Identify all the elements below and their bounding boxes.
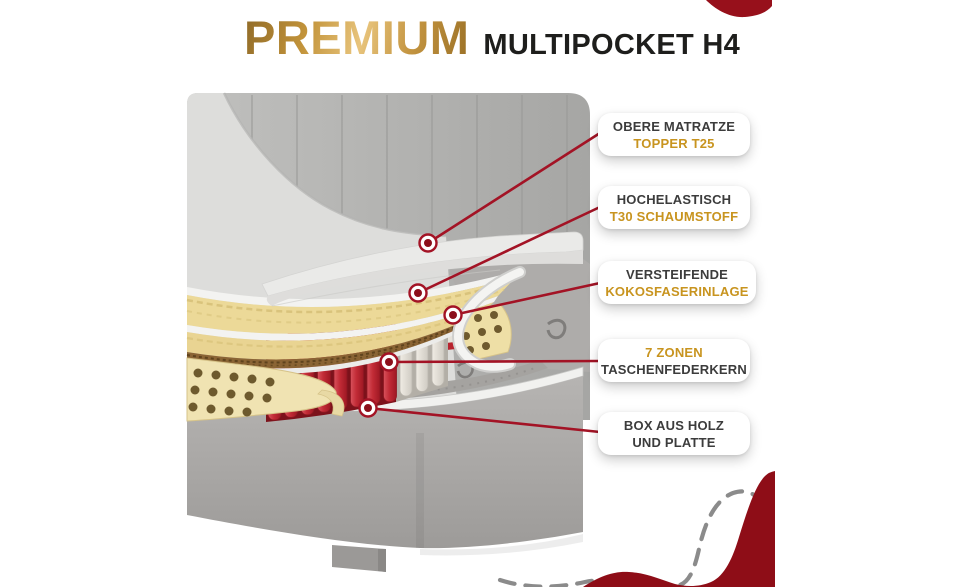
title-premium: PREMIUM [243,11,470,64]
marker-dot-icon [360,400,377,417]
callout-line1: HOCHELASTISCH [616,191,732,207]
callout-line1: OBERE MATRATZE [612,118,736,134]
callout-line1: VERSTEIFENDE [625,266,729,282]
callout-line2: T30 SCHAUMSTOFF [609,208,739,224]
callout-kokosfaserinlage [598,261,756,304]
marker-dot-icon [445,307,462,324]
callout-line2: UND PLATTE [632,434,716,450]
callout-line1: 7 ZONEN [645,344,703,360]
callout-line1: BOX AUS HOLZ [623,417,725,433]
callout-taschenfederkern [598,339,750,382]
marker-dot-icon [381,354,398,371]
callout-line2: KOKOSFASERINLAGE [605,283,749,299]
page-title [192,10,792,68]
callout-box-aus-holz [598,412,750,455]
box-foot [332,545,386,572]
marker-dot-icon [420,235,437,252]
decor-red-wave-bottom [583,471,775,587]
callout-line2: TASCHENFEDERKERN [601,361,747,377]
callout-obere-matratze [598,113,750,156]
title-multipocket: MULTIPOCKET H4 [483,29,741,61]
callout-schaumstoff [598,186,750,229]
callout-line2: TOPPER T25 [633,135,715,151]
marker-dot-icon [410,285,427,302]
